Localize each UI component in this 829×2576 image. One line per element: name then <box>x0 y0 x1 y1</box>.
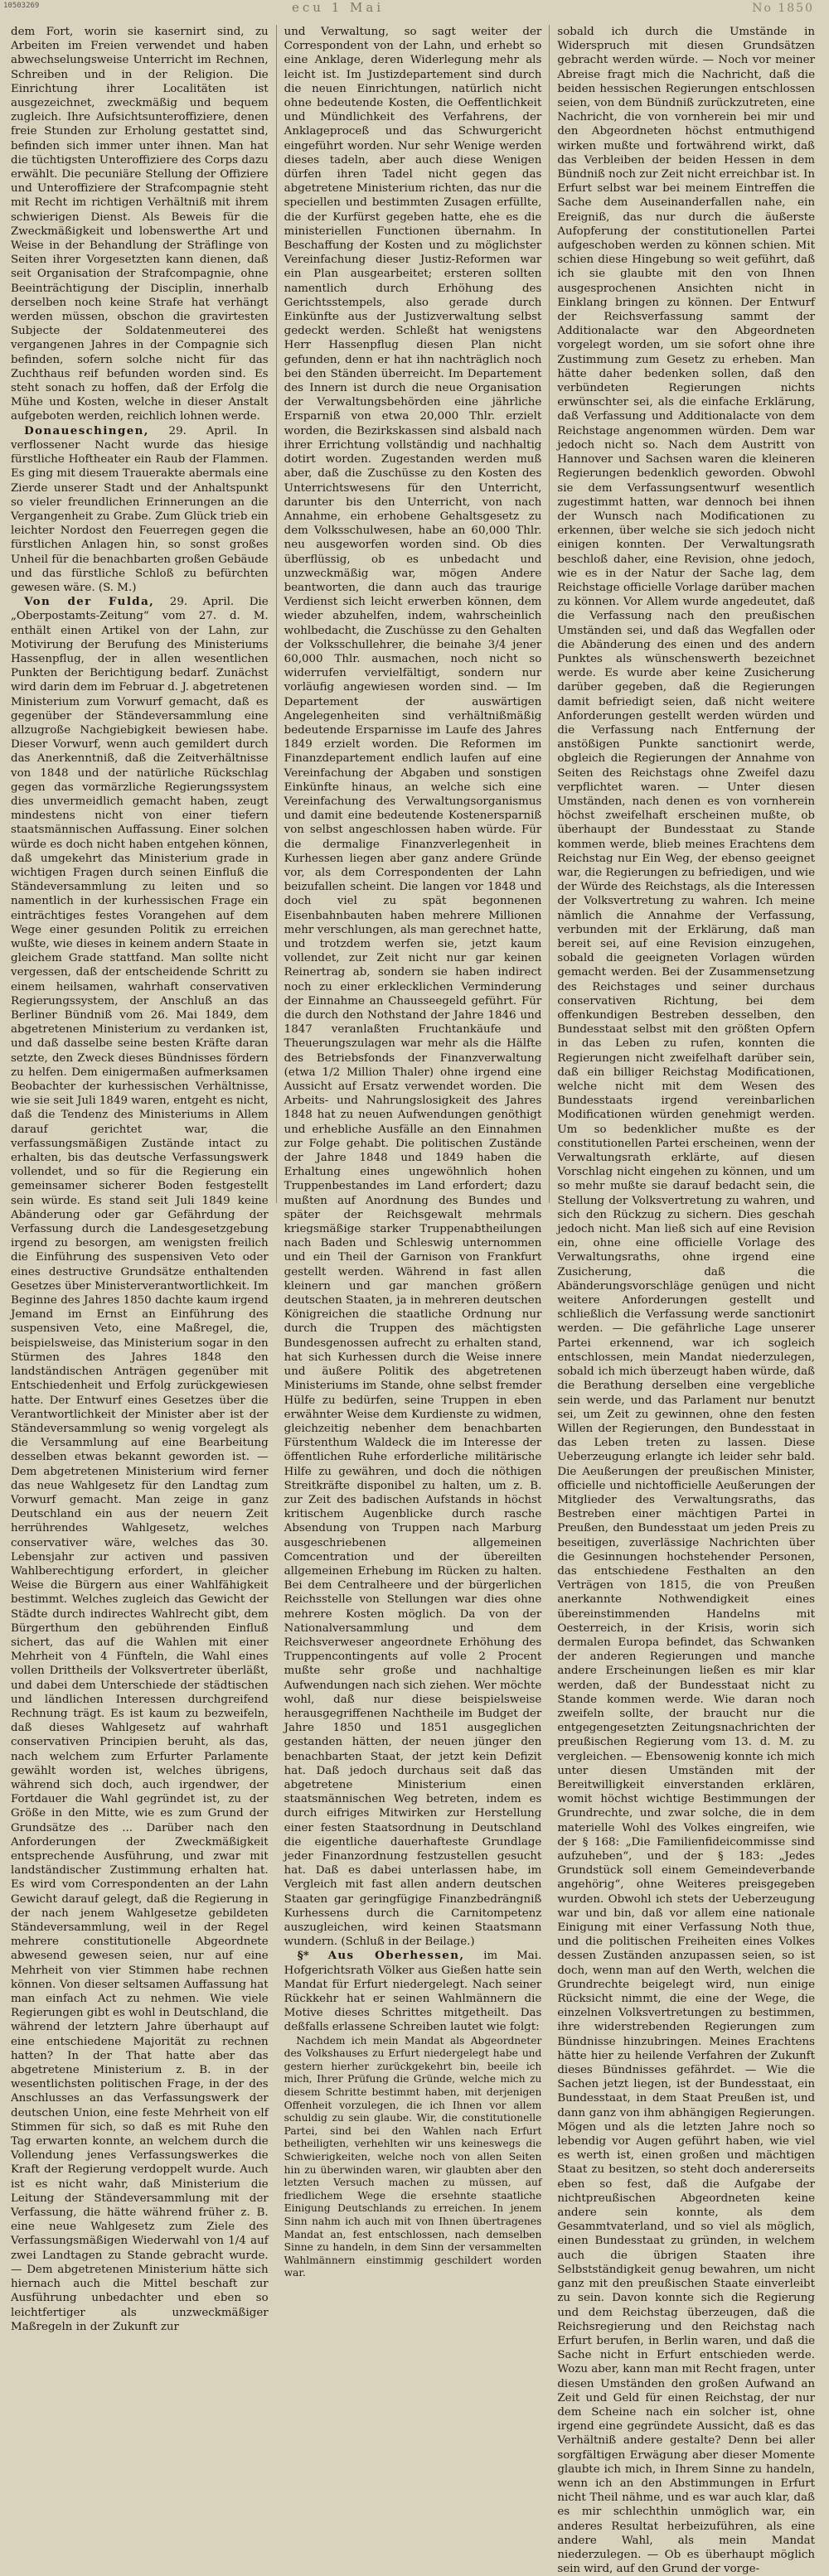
paragraph-text: 29. April. In verflossener Nacht wurde das hiesige fürstliche Hoftheater ein Raub der Flammen. Es ging mit diesem Trauerakte abermals eine Zierde unserer Stadt und der Anhaltspunkt so vieler freundlichen Erinnerungen an die Vergangenheit zu Grabe. Zum Glück trieb ein leichter Nordost den Feuerregen gegen die fürstlichen Anlagen hin, so sonst großes Unheil für die benachbarten großen Gebäude und das fürstliche Schloß zu befürchten gewesen wäre. (S. M.) <box>11 424 269 594</box>
article-paragraph <box>11 595 269 2334</box>
dateline: Von der Fulda, <box>24 595 155 609</box>
top-header-fragment: ecu 1 Mai <box>292 0 385 15</box>
dateline: Aus Oberhessen, <box>327 1949 465 1963</box>
dateline: Donaueschingen, <box>24 423 149 437</box>
paragraph-text: und Verwaltung, so sagt weiter der Correspondent von der Lahn, und erhebt so eine Anklage, deren Widerlegung mehr als leicht ist. Im Justizdepartement sind durch die neuen Einrichtungen, natürlich nicht ohne bedeutende Kosten, die Oeffentlichkeit und Mündlichkeit des Verfahrens, der Anklageproceß und das Schwurgericht eingeführt worden. Nur sehr Wenige werden dieses tadeln, aber auch diese Wenigen dürfen ihren Tadel nicht gegen das abgetretene Ministerium richten, das nur die speciellen und bestimmten Zusagen erfüllte, die der Kurfürst gegeben hatte, ehe es die ministeriellen Functionen übernahm. In Beschaffung der Kosten und zu möglichster Vereinfachung dieser Justiz-Reformen war ein Plan ausgearbeitet; ersteren sollten namentlich durch Erhöhung des Gerichtsstempels, also gerade durch Einkünfte aus der Justizverwaltung selbst gedeckt werden. Schleßt hat wenigstens Herr Hassenpflug diesen Plan nicht gefunden, denn er hat ihn nachträglich noch bei den Ständen überreicht. Im Departement des Innern ist durch die neue Organisation der Verwaltungsbehörden eine jährliche Ersparniß von etwa 20,000 Thlr. erzielt worden, die Bezirkskassen sind alsbald nach ihrer Errichtung vollständig und nachhaltig dotirt worden. Zugestanden werden muß aber, daß die Zuschüsse zu den Kosten des Unterrichtswesens für den Unterricht, darunter bis den Unterricht, von nach Annahme, ein erhobene Gehaltsgesetz zu dem Volksschulwesen, habe an 60,000 Thlr. neu ausgeworfen worden sind. Ob dies überflüssig, ob es unbedacht und unzweckmäßig war, mögen Andere beantworten, die dann auch das traurige Verdienst sich leicht erwerben können, dem wieder abzuhelfen, indem, wahrscheinlich wohlbedacht, die Zuschüsse zu den Gehalten der Volksschullehrer, die beinahe 3/4 jener 60,000 Thlr. ausmachen, noch nicht so widerrufen vervielfältigt, sondern nur vorläufig angewiesen worden sind. — Im Departement der auswärtigen Angelegenheiten sind verhältnißmäßig bedeutende Ersparnisse im Laufe des Jahres 1849 erzielt worden. Die Reformen im Finanzdepartement endlich laufen auf eine Vereinfachung der Abgaben und sonstigen Einkünfte hinaus, an welche sich eine Vereinfachung des Verwaltungsorganismus und damit eine bedeutende Kostenersparniß von selbst angeschlossen haben würde. Für die dermalige Finanzverlegenheit in Kurhessen liegen aber ganz andere Gründe vor, als dem Correspondenten der Lahn beizufallen scheint. Die langen vor 1848 und doch viel zu spät begonnenen Eisenbahnbauten haben mehrere Millionen mehr verschlungen, als man gerechnet hatte, und trotzdem werfen sie, jetzt kaum vollendet, zur Zeit nicht nur gar keinen Reinertrag ab, sondern sie haben indirect noch zu einer erklecklichen Verminderung der Einnahme an Chausseegeld geführt. Für die durch den Nothstand der Jahre 1846 und 1847 veranlaßten Fruchtankäufe und Theuerungszulagen war mehr als die Hälfte des Betriebsfonds der Finanzverwaltung (etwa 1/2 Million Thaler) ohne irgend eine Aussicht auf Ersatz verwendet worden. Die Arbeits- und Nahrungslosigkeit des Jahres 1848 hat zu neuen Aufwendungen genöthigt und erhebliche Ausfälle an den Einnahmen zur Folge gehabt. Die politischen Zustände der Jahre 1848 und 1849 haben die Erhaltung eines ungewöhnlich hohen Truppenbestandes im Land erfordert; dazu mußten auf Anordnung des Bundes und später der Reichsgewalt mehrmals kriegsmäßige starker Truppenabtheilungen nach Baden und Schleswig unternommen und ein Theil der Garnison von Frankfurt gestellt werden. Während in fast allen kleinern und gar manchen größern deutschen Staaten, ja in mehreren deutschen Königreichen die staatliche Ordnung nur durch die Truppen des mächtigsten Bundesgenossen aufrecht zu erhalten stand, hat sich Kurhessen durch die Weise innere und äußere Politik des abgetretenen Ministeriums im Stande, ohne selbst fremder Hülfe zu bedürfen, seine Truppen in eben erwähnter Weise dem Kurdienste zu widmen, gleichzeitig nebenher dem benachbarten Fürstenthum Waldeck die im Interesse der öffentlichen Ruhe erforderliche militärische Hilfe zu gewähren, und doch die nöthigen Streitkräfte disponibel zu halten, um z. B. zur Zeit des badischen Aufstands in höchst kritischem Augenblicke durch rasche Absendung von Truppen nach Marburg ausgeschriebenen allgemeinen Comcentration und der übereilten allgemeinen Erhebung im Rücken zu halten. Bei dem Centralheere und der bürgerlichen Reichsstelle von Stellungen war dies ohne mehrere Kosten möglich. Da von der Nationalversammlung und dem Reichsverweser angeordnete Erhöhung des Truppencontingents auf volle 2 Procent mußte sehr große und nachhaltige Aufwendungen nach sich ziehen. Wer möchte wohl, daß nur diese beispielsweise herausgegriffenen Nachtheile im Budget der Jahre 1850 und 1851 ausgeglichen gestanden hätten, der neuen jünger den benachbarten Staat, der jetzt kein Defizit hat. Daß jedoch durchaus seit daß das abgetretene Ministerium einen staatsmännischen Weg betreten, indem es durch eifriges Mitwirken zur Herstellung einer festen Staatsordnung in Deutschland die eigentliche dauerhafteste Grundlage jeder Finanzordnung festzustellen gesucht hat. Daß es dabei unterlassen habe, im Vergleich mit fast allen andern deutschen Staaten gar geringfügige Finanzbedrängniß Kurhessens durch die Carnitompetenz auszugleichen, wird keinen Staatsmann wundern. (Schluß in der Beilage.) <box>284 26 542 1949</box>
article-paragraph <box>284 2035 542 2280</box>
page-id: 10503269 <box>3 2 40 10</box>
paragraph-text: Nachdem ich mein Mandat als Abgeordneter des Volkshauses zu Erfurt niedergelegt habe und gestern hierher zurückgekehrt bin, beeile ich mich, Ihrer Prüfung die Gründe, welche mich zu diesem Schritte bestimmt haben, mit derjenigen Offenheit vorzulegen, die ich Ihnen vor allem schuldig zu sein glaube. Wir, die constitutionelle Partei, sind bei den Wahlen nach Erfurt betheiligten, verhehlten wir uns keineswegs die Schwierigkeiten, welche noch von allen Seiten hin zu überwinden waren, wir glaubten aber den letzten Versuch machen zu müssen, auf friedlichem Wege die ersehnte staatliche Einigung Deutschlands zu erreichen. In jenem Sinn nahm ich auch mit von Ihnen übertragenes Mandat an, fest entschlossen, nach demselben Sinne zu handeln, in dem Sinn der versammelten Wahlmännern einstimmig geschildert worden war. <box>284 2034 542 2279</box>
correspondent-mark: §* <box>297 1949 309 1963</box>
article-paragraph <box>284 25 542 1949</box>
newspaper-columns <box>3 25 822 2576</box>
article-paragraph <box>11 424 269 595</box>
top-right-number: No 1850 <box>752 2 814 15</box>
column-1 <box>3 25 276 2333</box>
article-paragraph <box>11 25 269 424</box>
column-3 <box>549 25 822 2576</box>
paragraph-text: im Mai. Hofgerichtsrath Völker aus Gießen hatte sein Mandat für Erfurt niedergelegt. Nach seiner Rückkehr hat er seinen Wahlmännern die Motive dieses Schrittes mitgetheilt. Das deßfalls erlassene Schreiben lautet wie folgt: <box>284 1950 542 2034</box>
column-2 <box>276 25 550 2279</box>
paragraph-text: 29. April. Die „Oberpostamts-Zeitung“ vom 27. d. M. enthält einen Artikel von der Lahn, zur Motivirung der Berufung des Ministeriums Hassenpflug, der in allen wesentlichen Punkten der Berichtigung bedarf. Zunächst wird darin dem im Februar d. J. abgetretenen Ministerium zum Vorwurf gemacht, daß es gegenüber der Ständeversammlung eine allzugroße Nachgiebigkeit bewiesen habe. Dieser Vorwurf, wenn auch gemildert durch das Anerkenntniß, daß die Zeitverhältnisse von 1848 und der natürliche Rückschlag gegen das vormärzliche Regierungssystem dies unvermeidlich gemacht haben, zeugt mindestens nicht von einer tiefern staatsmännischen Auffassung. Einer solchen würde es doch nicht haben entgehen können, daß umgekehrt das Ministerium grade in wichtigen Fragen durch seinen Einfluß die Ständeversammlung zu leiten und so namentlich in der kurhessischen Frage ein einträchtiges festes Vorangehen auf dem Wege einer gesunden Politik zu erreichen wußte, wie dieses in keinem andern Staate in gleichem Grade stattfand. Man sollte nicht vergessen, daß der entscheidende Schritt zu einem heilsamen, wahrhaft conservativen Regierungssystem, der Anschluß an das Berliner Bündniß vom 26. Mai 1849, dem abgetretenen Ministerium zu verdanken ist, und daß dasselbe seine besten Kräfte daran setzte, den Zweck dieses Bündnisses fördern zu helfen. Dem einigermaßen aufmerksamen Beobachter der kurhessischen Verhältnisse, wie sie seit Juli 1849 waren, entgeht es nicht, daß die Tendenz des Ministeriums in Allem darauf gerichtet war, die verfassungsmäßigen Zustände intact zu erhalten, bis das deutsche Verfassungswerk vollendet, und so für die Regierung ein gemeinsamer sicherer Boden festgestellt sein würde. Es stand seit Juli 1849 keine Abänderung oder gar Gefährdung der Verfassung durch die Landesgesetzgebung irgend zu besorgen, am wenigsten freilich die Einführung des suspensiven Veto oder eines destructive Grundsätze enthaltenden Gesetzes über Ministerverantwortlichkeit. Im Beginne des Jahres 1850 dachte kaum irgend Jemand im Ernst an Einführung des suspensiven Veto, eine Maßregel, die, beispielsweise, das Ministerium sogar in den Stürmen des Jahres 1848 den landständischen Anträgen gegenüber mit Entschiedenheit und Erfolg zurückgewiesen hatte. Der Entwurf eines Gesetzes über die Verantwortlichkeit der Minister aber ist der Ständeversammlung so wenig vorgelegt als die Versammlung auf eine Bearbeitung desselben etwas bekannt geworden ist. — Dem abgetretenen Ministerium wird ferner das neue Wahlgesetz für den Landtag zum Vorwurf gemacht. Man zeige in ganz Deutschland ein aus der neuern Zeit herrührendes Wahlgesetz, welches conservativer wäre, welches das 30. Lebensjahr zur activen und passiven Wahlberechtigung erfordert, in gleicher Weise die Bürgern aus einer Wahlfähigkeit bestimmt. Welches zugleich das Gewicht der Städte durch indirectes Wahlrecht gibt, dem Bürgerthum den gebührenden Einfluß sichert, das auf die Wahlen mit einer Mehrheit von 4 Fünfteln, die Wahl eines vollen Drittheils der Volksvertreter überläßt, und dabei dem Unterschiede der städtischen und ländlichen Interessen durchgreifend Rechnung trägt. Es ist kaum zu bezweifeln, daß dieses Wahlgesetz auf wahrhaft conservativen Principien beruht, als das, nach welchem zum Erfurter Parlamente gewählt worden ist, welches übrigens, während sich doch, auch irgendwer, der Fortdauer die Wahl gegründet ist, zu der Größe in den Mitte, wie es zum Grund der Grundsätze des ... Darüber nach den Anforderungen der Zweckmäßigkeit entsprechende Ausführung, und zwar mit landständischer Zustimmung erhalten hat. Es wird vom Correspondenten an der Lahn Gewicht darauf gelegt, daß die Regierung in der nach jenem Wahlgesetze gebildeten Ständeversammlung, weil in der Regel mehrere constitutionelle Abgeordnete abwesend gewesen seien, nur auf eine Mehrheit von vier Stimmen habe rechnen können. Von dieser seltsamen Auffassung hat man einfach Act zu nehmen. Wie viele Regierungen gibt es wohl in Deutschland, die während der letztern Jahre überhaupt auf eine entschiedene Majorität zu rechnen hatten? In der That hatte aber das abgetretene Ministerium z. B. in der wesentlichsten politischen Frage, in der des Anschlusses an das Verfassungswerk der deutschen Union, eine feste Mehrheit von elf Stimmen für sich, so daß es mit Ruhe den Tag erwarten konnte, an welchem durch die Vollendung jenes Verfassungswerkes die Kraft der Regierung verdoppelt wurde. Auch ist es nicht wahr, daß Ministerium die Leitung der Ständeversammlung mit der Verfassung, die hätte während früher z. B. eine neue Wahlgesetz zum Ziele des Verfassungsmäßigen Wiederwahl von 1/4 auf zwei Landtagen zu Stande gebracht wurde. — Dem abgetretenen Ministerium hätte sich hiernach auch die Mittel beschaft zur Ausführung unbedachter und eben so leichtfertiger als unzweckmäßiger Maßregeln in der Zukunft zur <box>11 596 269 2333</box>
paragraph-text: dem Fort, worin sie kasernirt sind, zu Arbeiten im Freien verwendet und haben abwechselungsweise Unterricht im Rechnen, Schreiben und in der Religion. Die Einrichtung ihrer Localitäten ist ausgezeichnet, zweckmäßig und bequem zugleich. Ihre Aufsichtsunteroffiziere, denen freie Stunden zur Erholung gestattet sind, befinden sich immer unter ihnen. Man hat die tüchtigsten Unteroffiziere des Corps dazu erwählt. Die pecuniäre Stellung der Offiziere und Unteroffiziere der Strafcompagnie steht mit Recht im richtigen Verhältniß mit ihrem schwierigen Dienst. Als Beweis für die Zweckmäßigkeit und lobenswerthe Art und Weise in der Behandlung der Sträflinge von Seiten ihrer Vorgesetzten kann dienen, daß seit Organisation der Strafcompagnie, ohne Beeinträchtigung der Disciplin, innerhalb derselben noch keine Strafe hat verhängt werden müssen, obschon die gravirtesten Subjecte der Soldatenmeuterei des vergangenen Jahres in der Compagnie sich befinden, sofern solche nicht für das Zuchthaus reif befunden worden sind. Es steht sonach zu hoffen, daß der Erfolg die Mühe und Kosten, welche in dieser Anstalt aufgeboten werden, reichlich lohnen werde. <box>11 26 269 423</box>
article-paragraph <box>284 1949 542 2034</box>
article-paragraph <box>557 25 815 2576</box>
paragraph-text: sobald ich durch die Umstände in Widerspruch mit diesen Grundsätzen gebracht werden würde. — Noch vor meiner Abreise fragt mich die Nachricht, daß die beiden hessischen Regierungen entschlossen seien, von dem Bündniß zurückzutreten, eine Nachricht, die von vornherein bei mir und den Abgeordneten höchst entmuthigend wirken mußte und fortwährend wirkt, daß das Verbleiben der beiden Hessen in dem Bündniß noch zur Zeit nicht erreichbar ist. In Erfurt selbst war bei meinem Eintreffen die Sache dem Auseinanderfallen nahe, ein Ereigniß, das nur durch die äußerste Aufopferung der constitutionellen Partei aufgeschoben werden zu können schien. Mit schien diese Hingebung so weit geführt, daß ich sie glaubte mit den von Ihnen ausgesprochenen Ansichten nicht in Einklang bringen zu können. Der Entwurf der Reichsverfassung sammt der Additionalacte war den Abgeordneten vorgelegt worden, um sie sofort ohne ihre Zustimmung zum Gesetz zu erheben. Man hätte daher bedenken sollen, daß den verbündeten Regierungen nichts erwünschter sei, als die einfache Erklärung, daß Verfassung und Additionalacte von dem Reichstage angenommen würden. Dem war jedoch nicht so. Nach dem Austritt von Hannover und Sachsen waren die kleineren Regierungen bedenklich geworden. Obwohl sie dem Verfassungsentwurf wesentlich zugestimmt hatten, war dennoch bei ihnen der Wunsch nach Modificationen zu erkennen, über welche sie sich jedoch nicht einigen konnten. Der Verwaltungsrath beschloß daher, eine Revision, ohne jedoch, wie es in der Natur der Sache lag, dem Reichstage officielle Vorlage darüber machen zu können. Vor Allem wurde angedeutet, daß die Verfassung nach den preußischen Umständen sei, und daß das Wegfallen oder die Abänderung des einen und des andern Punktes als wünschenswerth bezeichnet werde. Es wurde aber keine Zusicherung darüber gegeben, daß die Regierungen damit befriedigt seien, daß nicht weitere Anforderungen gestellt werden würden und die Verfassung nach Entfernung der anstößigen Punkte sanctionirt werde, obgleich die Regierungen der Annahme von Seiten des Reichstags ohne Zweifel dazu verpflichtet waren. — Unter diesen Umständen, nach denen es von vornherein höchst zweifelhaft erscheinen mußte, ob überhaupt der Bundesstaat zu Stande kommen werde, blieb meines Erachtens dem Reichstag nur Ein Weg, der ebenso geeignet war, die Regierungen zu befriedigen, und wie der Würde des Reichstags, als die Interessen der Volksvertretung zu wahren. Ich meine nämlich die Annahme der Verfassung, verbunden mit der Erklärung, daß man bereit sei, auf eine Revision einzugehen, sobald die geeigneten Vorlagen würden gemacht werden. Bei der Zusammensetzung des Reichstages und seiner durchaus conservativen Richtung, bei dem offenkundigen Bestreben desselben, den Bundesstaat selbst mit den größten Opfern in das Leben zu rufen, konnten die Regierungen nicht zweifelhaft darüber sein, daß ein billiger Reichstag Modificationen, welche nicht mit dem Wesen des Bundesstaats irgend vereinbarlichen Modificationen würden genehmigt werden. Um so bedenklicher mußte es der constitutionellen Partei erscheinen, wenn der Verwaltungsrath erklärte, auf diesen Vorschlag nicht eingehen zu können, und um so mehr mußte sie darauf bedacht sein, die Stellung der Volksvertretung zu wahren, und sich den Rückzug zu sichern. Dies geschah jedoch nicht. Man ließ sich auf eine Revision ein, ohne eine officielle Vorlage des Verwaltungsraths, ohne irgend eine Zusicherung, daß die Abänderungsvorschläge genügen und nicht weitere Anforderungen gestellt und schließlich die Verfassung werde sanctionirt werden. — Die gefährliche Lage unserer Partei erkennend, war ich sogleich entschlossen, mein Mandat niederzulegen, sobald ich mich überzeugt haben würde, daß die Berathung derselben eine vergebliche sein werde, und das Parlament nur benutzt sei, um Zeit zu gewinnen, ohne den festen Willen der Regierungen, den Bundesstaat in das Leben treten zu lassen. Diese Ueberzeugung erlangte ich leider sehr bald. Die Aeußerungen der preußischen Minister, officielle und nichtofficielle Aeußerungen der Mitglieder des Verwaltungsraths, das Bestreben einer mächtigen Partei in Preußen, den Bundesstaat um jeden Preis zu beseitigen, zuverlässige Nachrichten über die Gesinnungen hochstehender Personen, das entschiedene Festhalten an den Verträgen von 1815, die von Preußen anerkannte Nothwendigkeit eines übereinstimmenden Handelns mit Oesterreich, in der Krisis, worin sich dermalen Europa befindet, das Schwanken der anderen Regierungen und manche andere Erscheinungen ließen es mir klar werden, daß der Bundesstaat nicht zu Stande kommen werde. Wie daran noch zweifeln sollte, der braucht nur die entgegengesetzten Zeitungsnachrichten der preußischen Regierung vom 13. d. M. zu vergleichen. — Ebensowenig konnte ich mich unter diesen Umständen mit der Bereitwilligkeit einverstanden erklären, womit höchst wichtige Bestimmungen der Grundrechte, und zwar solche, die in dem materielle Wohl des Volkes eingreifen, wie der § 168: „Die Familienfideicommisse sind aufzuheben“, und der § 183: „Jedes Grundstück soll einem Gemeindeverbande angehörig“, ohne Weiteres preisgegeben wurden. Obwohl ich stets der Ueberzeugung war und bin, daß vor allem eine nationale Einigung mit einer Verfassung Noth thue, und die politischen Freiheiten eines Volkes dessen Zuständen anzupassen seien, so ist doch, wenn man auf den Werth, welchen die Grundrechte beigelegt wird, nun einige Rücksicht nimmt, die eine der Wege, die einzelnen Volksvertretungen zu bestimmen, ihre widerstrebenden Regierungen zum Bündnisse hinzubringen. Meines Erachtens hätte hier zu heilende Verfahren der Zukunft dieses Bündnisses gefährdet. — Wie die Sachen jetzt liegen, ist der Bundesstaat, ein Bundesstaat, in dem Staat Preußen ist, und dann ganz von ihm abhängigen Regierungen. Mögen und als die letzten Jahre noch so lebendig vor Augen geführt haben, wie viel es werth ist, einen großen und mächtigen Staat zu besitzen, so steht doch andererseits eben so fest, daß die Aufgabe der nichtpreußischen Abgeordneten keine andere sein konnte, als dem Gesammtvaterland, und so viel als möglich, einen Bundesstaat zu gründen, in welchem auch die übrigen Staaten ihre Selbstständigkeit genug bewahren, um nicht ganz mit den preußischen Staate einverleibt zu sein. Davon konnte sich die Regierung und dem Reichstag überzeugen, daß die Reichsregierung und den Reichstag nach Erfurt berufen, in Berlin waren, und daß die Sache nicht in Erfurt entschieden werde. Wozu aber, kann man mit Recht fragen, unter diesen Umständen den großen Aufwand an Zeit und Geld für einen Reichstag, der nur dem Scheine nach ein solcher ist, ohne irgend eine gegründete Aussicht, daß es das Verhältniß andere gestalte? Denn bei aller sorgfältigen Erwägung aber dieser Momente glaubte ich mich, in Ihrem Sinne zu handeln, wenn ich an den Abstimmungen in Erfurt nicht Theil nähme, und es war auch klar, daß es mir schlechthin unmöglich war, ein anderes Resultat herbeizuführen, als eine andere Wahl, als mein Mandat niederzulegen. — Ob es überhaupt möglich sein wird, auf den Grund der vorge- <box>557 26 816 2576</box>
